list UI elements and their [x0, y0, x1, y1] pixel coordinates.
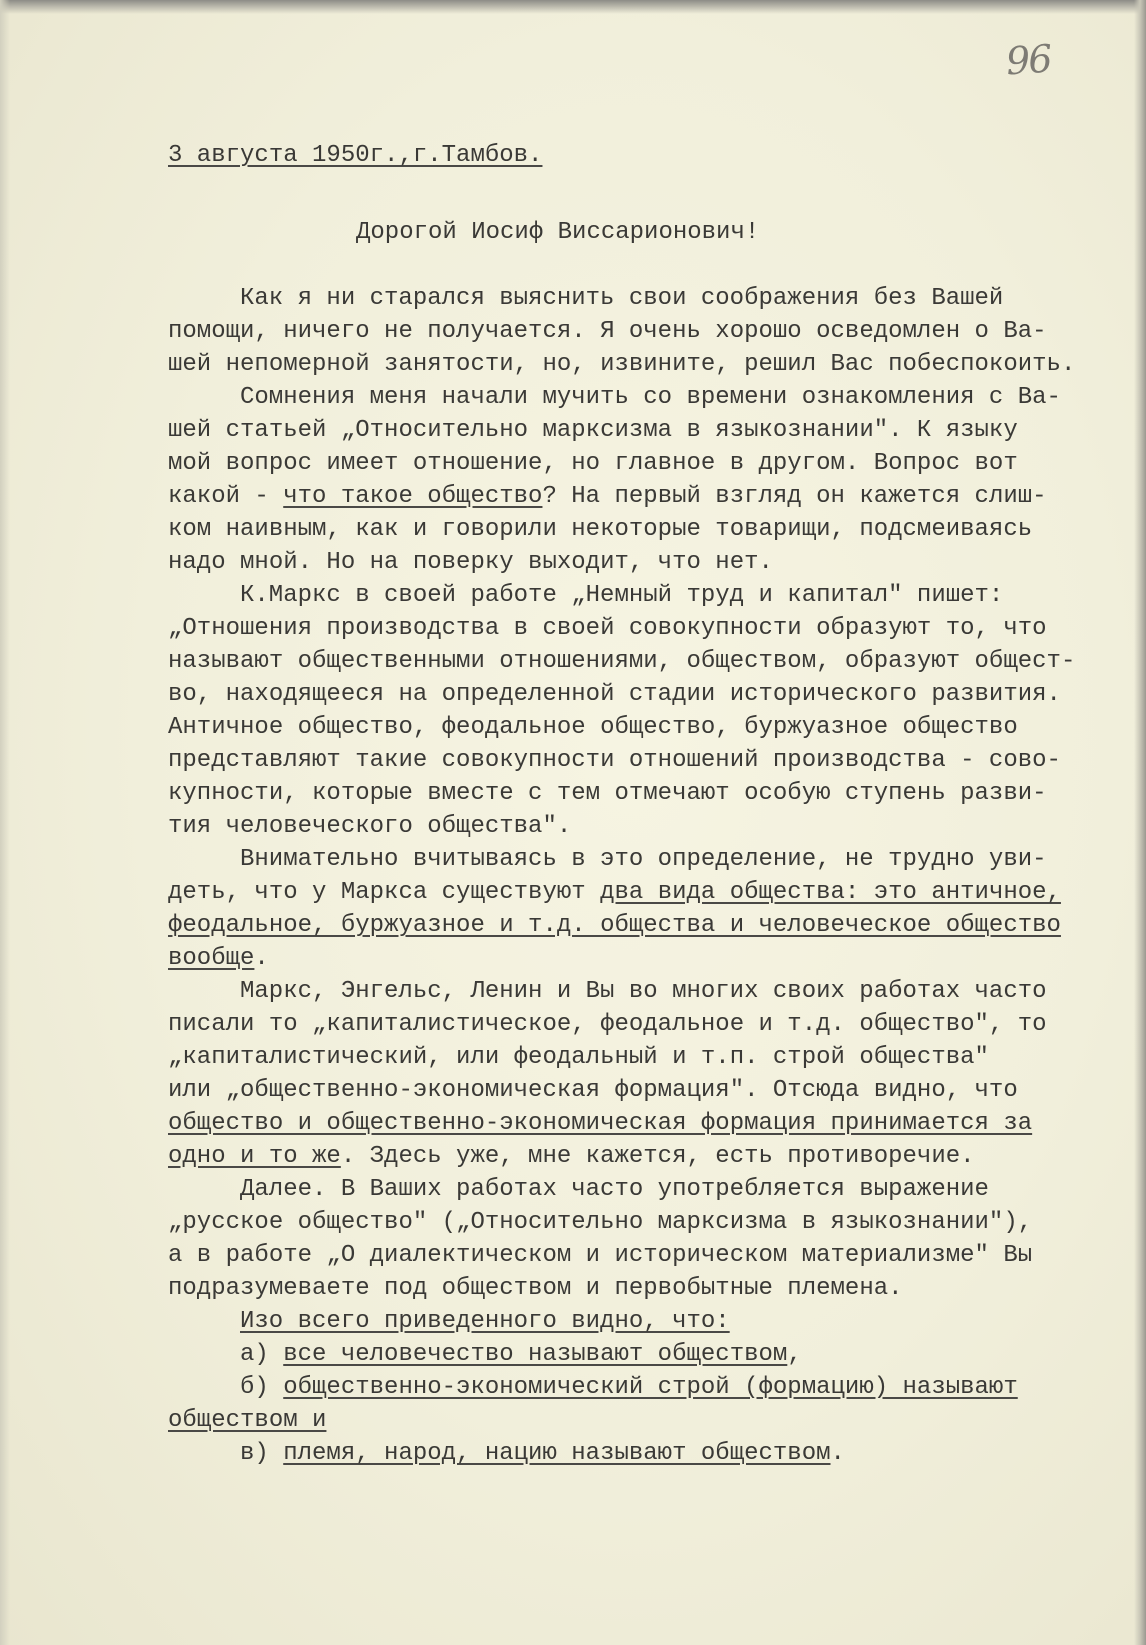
text-line: [168, 1404, 326, 1437]
list-item: [240, 1338, 802, 1371]
line-text: . Здесь уже, мне кажется, есть противоречие.: [340, 1143, 975, 1170]
line-text: Как я ни старался выяснить свои соображения без Вашей: [240, 285, 1004, 312]
text-line: [168, 1272, 903, 1305]
text-line: [168, 1041, 989, 1074]
text-line: [168, 711, 1018, 744]
paper-edge-top: [0, 0, 1146, 14]
paper-edge-right: [1134, 0, 1146, 1645]
line-text: „Отношения производства в своей совокупности образуют то, что: [168, 615, 1047, 642]
list-item: [240, 1371, 1018, 1404]
text-line: [168, 1008, 1047, 1041]
line-text: надо мной. Но на поверку выходит, что нет.: [168, 549, 773, 576]
line-text: ,: [787, 1341, 802, 1368]
underlined-text: все человечество называют обществом: [283, 1341, 788, 1368]
underlined-text: два вида общества: это античное,: [600, 879, 1061, 906]
text-line: [240, 579, 1003, 612]
line-text: Сомнения меня начали мучить со времени ознакомления с Ва-: [240, 384, 1061, 411]
text-line: [168, 645, 1075, 678]
text-line: [168, 414, 1018, 447]
handwritten-page-number: 96: [1004, 36, 1052, 84]
line-text: „русское общество" („Относительно марксизма в языкознании"),: [168, 1209, 1033, 1236]
paper-edge-left: [0, 0, 10, 1645]
list-marker: б): [240, 1374, 284, 1401]
text-line: [168, 678, 1061, 711]
underlined-text: одно и то же: [168, 1143, 341, 1170]
underlined-text: племя, народ, нацию называют обществом: [283, 1440, 831, 1467]
text-line: [240, 282, 1003, 315]
text-line: [168, 810, 571, 843]
text-line: [240, 843, 1047, 876]
underlined-text: общество и общественно-экономическая формация принимается за: [168, 1110, 1033, 1137]
text-line: [168, 1239, 1032, 1272]
line-text: шей статьей „Относительно марксизма в языкознании". К языку: [168, 417, 1018, 444]
date-text: 3 августа 1950г.,г.Тамбов.: [168, 142, 543, 169]
text-line: [168, 777, 1047, 810]
list-item: [240, 1437, 845, 1470]
list-marker: в): [240, 1440, 284, 1467]
line-text: деть, что у Маркса существуют: [168, 879, 601, 906]
text-line: [168, 744, 1061, 777]
line-text: .: [254, 945, 269, 972]
line-text: тия человеческого общества".: [168, 813, 572, 840]
underlined-text: феодальное, буржуазное и т.д. общества и человеческое общество: [168, 912, 1061, 939]
text-line: [240, 381, 1061, 414]
text-line: [168, 876, 1061, 909]
line-text: Далее. В Ваших работах часто употребляется выражение: [240, 1176, 989, 1203]
text-line: [168, 1107, 1032, 1140]
line-text: мой вопрос имеет отношение, но главное в другом. Вопрос вот: [168, 450, 1018, 477]
underlined-text: обществом и: [168, 1407, 327, 1434]
underlined-text: Изо всего приведенного видно, что:: [240, 1308, 730, 1335]
line-text: писали то „капиталистическое, феодальное и т.д. общество", то: [168, 1011, 1047, 1038]
underlined-text: вообще: [168, 945, 255, 972]
text-line: [240, 975, 1047, 1008]
line-text: „капиталистический, или феодальный и т.п. строй общества": [168, 1044, 989, 1071]
text-line: [168, 447, 1018, 480]
list-marker: а): [240, 1341, 284, 1368]
text-line: [168, 942, 269, 975]
line-text: Внимательно вчитываясь в это определение, не трудно уви-: [240, 846, 1047, 873]
underlined-text: общественно-экономический строй (формацию) называют: [283, 1374, 1018, 1401]
text-line: [240, 1305, 730, 1338]
underlined-text: что такое общество: [283, 483, 543, 510]
line-text: во, находящееся на определенной стадии исторического развития.: [168, 681, 1061, 708]
text-line: [168, 1074, 1018, 1107]
text-line: [168, 480, 1047, 513]
text-line: [168, 513, 1032, 546]
line-text: помощи, ничего не получается. Я очень хорошо осведомлен о Ва-: [168, 318, 1047, 345]
line-text: называют общественными отношениями, обществом, образуют общест-: [168, 648, 1076, 675]
text-line: [168, 315, 1047, 348]
line-text: подразумеваете под обществом и первобытные племена.: [168, 1275, 903, 1302]
salutation: Дорогой Иосиф Виссарионович!: [356, 219, 760, 246]
line-text: .: [830, 1440, 845, 1467]
line-text: а в работе „О диалектическом и историческом материализме" Вы: [168, 1242, 1033, 1269]
line-text: или „общественно-экономическая формация". Отсюда видно, что: [168, 1077, 1018, 1104]
text-line: [168, 546, 773, 579]
text-line: [168, 612, 1047, 645]
text-line: [168, 348, 1075, 381]
line-text: купности, которые вместе с тем отмечают особую ступень разви-: [168, 780, 1047, 807]
line-text: шей непомерной занятости, но, извините, решил Вас побеспокоить.: [168, 351, 1076, 378]
line-text: К.Маркс в своей работе „Немный труд и капитал" пишет:: [240, 582, 1004, 609]
text-line: [168, 909, 1061, 942]
line-text: Античное общество, феодальное общество, буржуазное общество: [168, 714, 1018, 741]
line-text: какой -: [168, 483, 284, 510]
line-text: представляют такие совокупности отношений производства - сово-: [168, 747, 1061, 774]
text-line: [168, 1140, 975, 1173]
date-line: [168, 139, 542, 172]
text-line: [240, 1173, 989, 1206]
line-text: ком наивным, как и говорили некоторые товарищи, подсмеиваясь: [168, 516, 1033, 543]
text-line: [168, 1206, 1032, 1239]
line-text: Маркс, Энгельс, Ленин и Вы во многих своих работах часто: [240, 978, 1047, 1005]
line-text: ? На первый взгляд он кажется слиш-: [542, 483, 1047, 510]
